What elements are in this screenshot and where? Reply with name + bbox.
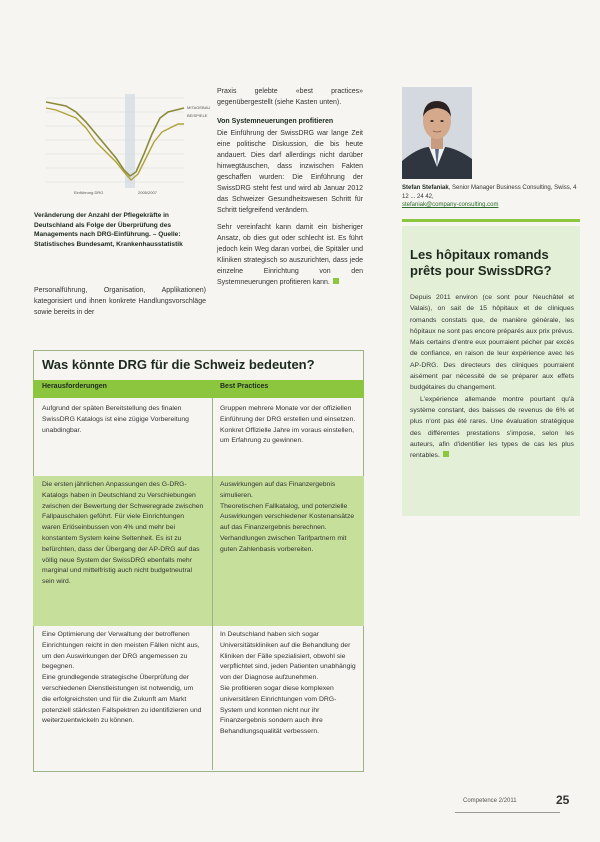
author-name: Stefan Stefaniak	[402, 185, 449, 191]
table-row-2-left: Die ersten jährlichen Anpassungen des G-DRG-Katalogs haben in Deutschland zu Verschiebungen zwischen der Bewertung der Schweregrade zwischen Fallpauschalen geführt. Für viele Einrichtungen waren Erlöseinbussen von 4% und mehr bei konstantem System keine Seltenheit. Es ist zu befürchten, dass der Übergang der AP-DRG auf das völlig neue System der SwissDRG ebenfalls mehr marginal und mittelfristig auch nicht budgetneutral sein wird.	[42, 481, 204, 586]
french-paragraph-2	[410, 394, 574, 462]
table-header-challenges: Herausforderungen	[42, 383, 107, 390]
author-role: , Senior Manager Business Consulting, Swiss, 4 12 ... 24 42,	[402, 185, 577, 200]
column-2-paragraph-2: Die Einführung der SwissDRG war lange Zeit eine politische Diskussion, die bis heute andauert. Dies darf allerdings nicht darüber hinwegtäuschen, dass inzwischen Fakten geschaffen wurden: Die Einführung der SwissDRG steht fest und wird ab Januar 2012 das Schweizer Gesundheitswesen Schritt für Schritt tiefgreifend verändern.	[217, 130, 363, 214]
staff-change-chart	[34, 88, 211, 206]
column-1-text: Personalführung, Organisation, Applikationen) kategorisiert und ihnen konkrete Handlungsvorschläge sowie bereits in der	[34, 287, 206, 316]
end-mark-icon	[443, 451, 449, 457]
table-row-3-left: Eine Optimierung der Verwaltung der betroffenen Einrichtungen reicht in den meisten Fällen nicht aus, um den Auswirkungen der DRG angemessen zu begegnen. Eine grundlegende strategische Überprüfung der verschiedenen Dienstleistungen ist notwendig, um die erfolgreichsten und für die Zukunft am Markt potenziell stärksten Fallspektren zu identifizieren und weiterzuentwickeln zu können.	[42, 631, 202, 725]
legend-label-2: BEISPIELE	[187, 113, 208, 118]
sidebar-top-rule	[402, 219, 580, 222]
table-row-3-right: In Deutschland haben sich sogar Universitätskliniken auf die Behandlung der Kliniken der Fälle spezialisiert, obwohl sie verpflichtet sind, jeden Patienten unabhängig von der Diagnose aufzunehmen. Sie profitieren sogar diese komplexen universitären Einrichtungen vom DRG-System und konnten nicht nur ihr Finanzergebnis sondern auch ihre Behandlungsqualität verbessern.	[220, 631, 356, 736]
author-photo	[402, 87, 472, 179]
chart-caption: Veränderung der Anzahl der Pflegekräfte in Deutschland als Folge der Überprüfung des Managements nach DRG-Einführung. – Quelle: Statistisches Bundesamt, Krankenhausstatistik	[34, 212, 183, 248]
end-mark-icon	[333, 278, 339, 284]
french-paragraph-2-text: L'expérience allemande montre pourtant qu'à système constant, des baisses de revenus de 6% et plus n'ont pas été rares. Une évaluation stratégique des différentes prestations s'impose, selon les auteurs, afin d'identifier les types de cas les plus rentables.	[410, 395, 574, 460]
footer-rule	[455, 812, 560, 813]
column-2-paragraph-1: Praxis gelebte «best practices» gegenübergestellt (siehe Kasten unten).	[217, 88, 363, 106]
footer-magazine: Competence 2/2011	[463, 798, 517, 804]
legend-label-1: MITAGEBAU	[187, 105, 211, 110]
x-axis-label-right: 2005/2007	[138, 190, 157, 195]
french-paragraph-1: Depuis 2011 environ (ce sont pour Neuchâtel et Valais), on sait de 15 hôpitaux et de cliniques romands constats que, de manière générale, les hôpitaux ne sont pas encore préparés aux prix prévus. Mais certains d'entre eux pourraient pécher par excès de confiance, en raison de leur expérience avec les AP-DRG. Des directeurs des cliniques pourraient aisément par nécessité de se préparer aux effets budgétaires du changement.	[410, 294, 574, 392]
author-portrait-image	[402, 87, 472, 179]
table-row-1-right: Gruppen mehrere Monate vor der offiziellen Einführung der DRG erstellen und einsetzen. Konkret Offizielle Jahre im voraus einstellen, um Erfahrung zu gewinnen.	[220, 405, 356, 445]
table-title: Was könnte DRG für die Schweiz bedeuten?	[42, 357, 315, 372]
article-column-2	[217, 86, 363, 294]
author-email-link[interactable]: stefaniak@company-consulting.com	[402, 202, 499, 208]
table-header-best-practices: Best Practices	[220, 383, 269, 390]
author-info	[402, 184, 577, 210]
column-2-paragraph-3-text: Sehr vereinfacht kann damit ein bisheriger Ansatz, ob dies gut oder schlecht ist. Es führt jedoch kein Weg daran vorbei, die Spitäler und Kliniken strategisch so auszurichten, dass jede einzelne Einrichtung von den Systemneuerungen profitieren kann.	[217, 224, 363, 286]
table-row-2-right: Auswirkungen auf das Finanzergebnis simulieren. Theoretischen Fallkatalog, und potenzielle Auswirkungen verschiedener Kostenansätze auf das Finanzergebnis berechnen. Verhandlungen zwischen Tarifpartnern mit guten Zahlenbasis vorbereiten.	[220, 481, 355, 553]
french-summary-title: Les hôpitaux romands prêts pour SwissDRG?	[410, 247, 552, 278]
chart-svg	[34, 88, 211, 206]
x-axis-label-left: Einführung DRG	[74, 190, 104, 195]
table-row-1-left: Aufgrund der späten Bereitstellung des finalen SwissDRG Katalogs ist eine zügige Vorbereitung unabdingbar.	[42, 405, 189, 434]
french-summary-text	[410, 292, 574, 461]
page-number: 25	[556, 793, 570, 807]
section-subheading: Von Systemneuerungen profitieren	[217, 118, 334, 125]
table-column-divider	[212, 398, 213, 770]
column-2-paragraph-3	[217, 222, 363, 288]
